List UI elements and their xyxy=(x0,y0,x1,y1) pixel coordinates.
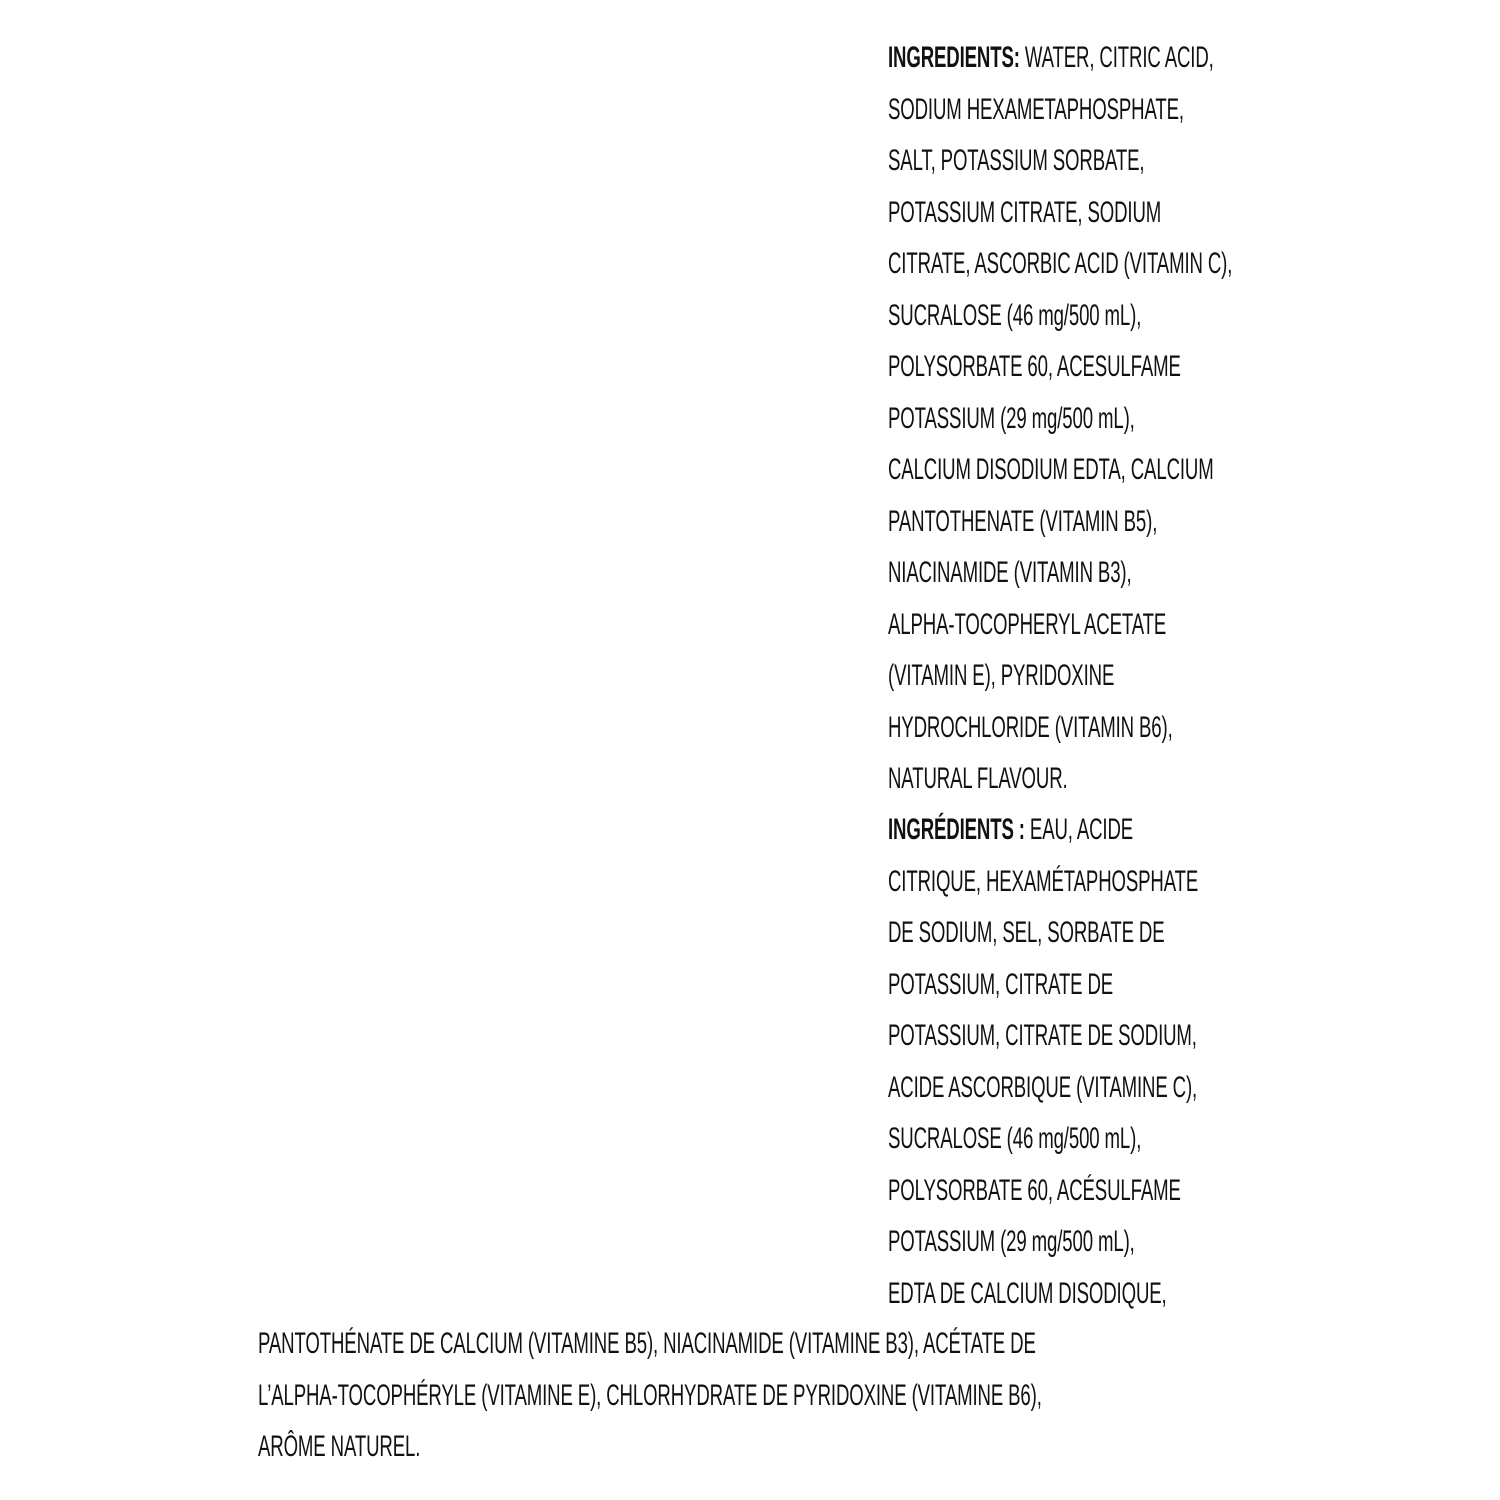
english-line: HYDROCHLORIDE (VITAMIN B6), xyxy=(888,710,1173,744)
french-wide-line: PANTOTHÉNATE DE CALCIUM (VITAMINE B5), NIACINAMIDE (VITAMINE B3), ACÉTATE DE xyxy=(258,1327,1036,1360)
english-heading: INGREDIENTS: xyxy=(888,41,1020,74)
french-first-line-text: EAU, ACIDE xyxy=(1024,813,1134,846)
english-line: POLYSORBATE 60, ACESULFAME xyxy=(888,350,1181,383)
french-wide-line: ARÔME NATUREL. xyxy=(258,1430,421,1463)
english-line: NATURAL FLAVOUR. xyxy=(888,762,1068,795)
english-line: POTASSIUM CITRATE, SODIUM xyxy=(888,195,1162,229)
french-ingredients xyxy=(888,804,1198,1319)
english-line: CITRATE, ASCORBIC ACID (VITAMIN C), xyxy=(888,247,1233,280)
french-line: CITRIQUE, HEXAMÉTAPHOSPHATE xyxy=(888,864,1199,898)
english-line: PANTOTHENATE (VITAMIN B5), xyxy=(888,504,1158,538)
french-line: DE SODIUM, SEL, SORBATE DE xyxy=(888,916,1165,949)
french-line: POTASSIUM, CITRATE DE SODIUM, xyxy=(888,1019,1197,1052)
english-line: NIACINAMIDE (VITAMIN B3), xyxy=(888,556,1132,589)
english-line: SODIUM HEXAMETAPHOSPHATE, xyxy=(888,92,1184,126)
english-line: SUCRALOSE (46 mg/500 mL), xyxy=(888,298,1142,332)
french-line: ACIDE ASCORBIQUE (VITAMINE C), xyxy=(888,1070,1198,1104)
english-line: CALCIUM DISODIUM EDTA, CALCIUM xyxy=(888,453,1214,486)
english-line: (VITAMIN E), PYRIDOXINE xyxy=(888,659,1115,692)
french-ingredients-continued xyxy=(258,1318,1042,1473)
french-line: POTASSIUM, CITRATE DE xyxy=(888,967,1114,1001)
english-ingredients xyxy=(888,32,1232,805)
french-wide-line: L’ALPHA-TOCOPHÉRYLE (VITAMINE E), CHLORHYDRATE DE PYRIDOXINE (VITAMINE B6), xyxy=(258,1378,1042,1412)
english-line: ALPHA-TOCOPHERYL ACETATE xyxy=(888,607,1167,641)
english-first-line-text: WATER, CITRIC ACID, xyxy=(1019,41,1214,74)
french-line: POTASSIUM (29 mg/500 mL), xyxy=(888,1225,1135,1258)
french-first-line xyxy=(888,804,1198,856)
french-heading: INGRÉDIENTS : xyxy=(888,813,1025,846)
english-line: SALT, POTASSIUM SORBATE, xyxy=(888,144,1145,177)
french-line: POLYSORBATE 60, ACÉSULFAME xyxy=(888,1173,1181,1207)
english-first-line xyxy=(888,32,1232,84)
french-line: EDTA DE CALCIUM DISODIQUE, xyxy=(888,1276,1167,1310)
french-line: SUCRALOSE (46 mg/500 mL), xyxy=(888,1122,1142,1155)
english-line: POTASSIUM (29 mg/500 mL), xyxy=(888,401,1135,435)
